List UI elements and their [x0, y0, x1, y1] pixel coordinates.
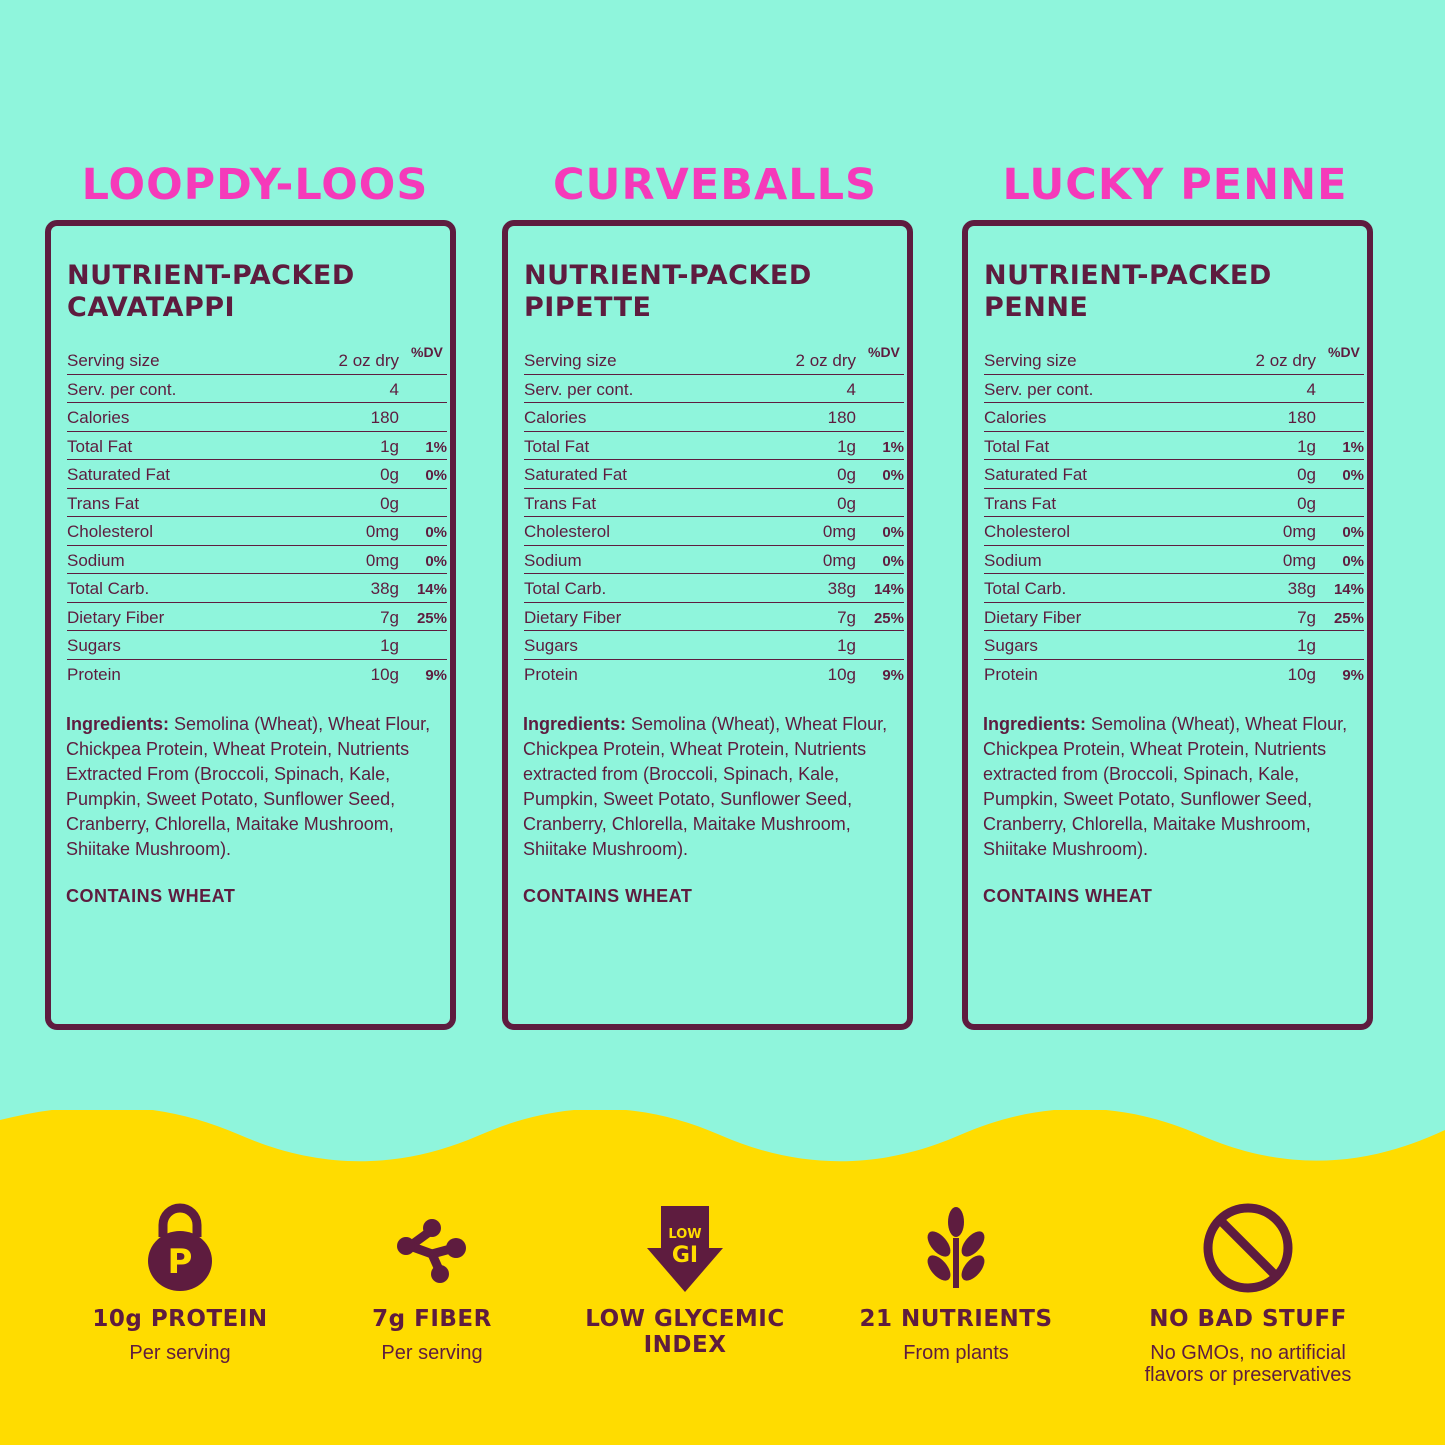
nutrient-dv: 14%: [416, 581, 447, 598]
nutrient-dv: 9%: [425, 666, 447, 684]
feature-title: NO BAD STUFF: [1149, 1306, 1347, 1332]
nutrition-row: [67, 489, 447, 518]
product-title-loopdy-loos: LOOPDY-LOOS: [81, 160, 429, 210]
nutrient-amount: 0g: [380, 493, 399, 513]
nutrient-name: Total Carb.: [984, 579, 1067, 598]
nutrient-name: Serv. per cont.: [524, 379, 634, 399]
feature-subtitle: Per serving: [381, 1342, 483, 1364]
ingredients: [523, 712, 908, 862]
allergen-statement: CONTAINS WHEAT: [523, 886, 693, 906]
nutrient-dv: 9%: [882, 666, 904, 684]
nutrient-name: Sodium: [67, 550, 125, 570]
nutrient-amount: 1g: [837, 636, 856, 655]
nutrient-name: Total Fat: [67, 436, 133, 456]
nutrient-name: Cholesterol: [67, 522, 153, 541]
nutrient-amount: 38g: [1287, 579, 1316, 598]
nutrient-name: Protein: [984, 664, 1038, 684]
ingredients-label: Ingredients:: [66, 714, 170, 734]
nutrition-row: [984, 546, 1364, 575]
nutrient-amount: 1g: [1297, 636, 1316, 655]
nutrient-amount: 2 oz dry: [1255, 351, 1316, 370]
nutrient-amount: 4: [1306, 379, 1316, 399]
dv-header: %DV: [1328, 344, 1360, 360]
nutrient-name: Trans Fat: [67, 493, 140, 513]
nutrition-row: [67, 375, 447, 404]
nutrient-name: Trans Fat: [524, 493, 597, 513]
nutrient-name: Saturated Fat: [984, 465, 1088, 484]
nutrient-amount: 0g: [380, 465, 399, 484]
nutrient-name: Protein: [67, 664, 121, 684]
nutrient-amount: 180: [370, 408, 399, 427]
ingredients-label: Ingredients:: [523, 714, 627, 734]
nutrition-row: [67, 603, 447, 632]
nutrition-row: [524, 460, 904, 489]
nutrition-row: [984, 489, 1364, 518]
nutrient-dv: 9%: [1342, 666, 1364, 684]
nutrition-row: [524, 432, 904, 461]
nutrient-amount: 0mg: [822, 522, 856, 541]
ingredients-text: Semolina (Wheat), Wheat Flour, Chickpea Protein, Wheat Protein, Nutrients Extracted From (Broccoli, Spinach, Kale, Pumpkin, Sweet Potato, Sunflower Seed, Cranberry, Chlorella, Maitake Mushroom, Shiitake Mushroom).: [66, 714, 431, 859]
nutrition-row: [984, 432, 1364, 461]
feature-title: 21 NUTRIENTS: [859, 1306, 1053, 1332]
product-title-lucky-penne: LUCKY PENNE: [1002, 160, 1348, 210]
nutrient-amount: 4: [389, 379, 399, 399]
fiber-molecule-icon: [302, 1198, 562, 1298]
nutrient-name: Dietary Fiber: [524, 607, 622, 627]
feature-subtitle: Per serving: [129, 1342, 231, 1364]
nutrition-row: [67, 631, 447, 660]
nutrition-row: [524, 375, 904, 404]
feature-subtitle: No GMOs, no artificial flavors or preservatives: [1144, 1342, 1352, 1386]
feature-subtitle: From plants: [903, 1342, 1009, 1364]
nutrition-panel-penne: [962, 220, 1373, 1030]
nutrient-amount: 0mg: [822, 550, 856, 570]
nutrient-name: Sodium: [524, 550, 582, 570]
nutrient-name: Serving size: [984, 351, 1077, 370]
nutrient-amount: 0mg: [1282, 522, 1316, 541]
nutrient-amount: 38g: [827, 579, 856, 598]
nutrient-name: Total Fat: [984, 436, 1050, 456]
nutrition-row: [984, 346, 1364, 375]
nutrition-row: [984, 403, 1364, 432]
nutrient-name: Total Carb.: [67, 579, 150, 598]
nutrient-name: Calories: [984, 408, 1047, 427]
nutrient-name: Protein: [524, 664, 578, 684]
nutrient-dv: 25%: [1333, 609, 1364, 627]
nutrient-name: Cholesterol: [984, 522, 1070, 541]
nutrient-dv: 0%: [882, 552, 904, 570]
nutrition-row: [984, 631, 1364, 660]
nutrient-dv: 14%: [1333, 581, 1364, 598]
nutrient-name: Trans Fat: [984, 493, 1057, 513]
nutrient-name: Calories: [67, 408, 130, 427]
nutrition-row: [524, 489, 904, 518]
nutrient-name: Dietary Fiber: [984, 607, 1082, 627]
kettlebell-letter: P: [167, 1242, 193, 1282]
nutrient-amount: 2 oz dry: [338, 351, 399, 370]
dv-header: %DV: [868, 344, 900, 360]
nutrition-row: [984, 574, 1364, 603]
nutrient-dv: 0%: [1342, 524, 1364, 541]
feature-title: LOW GLYCEMIC INDEX: [585, 1306, 785, 1358]
nutrition-row: [984, 517, 1364, 546]
nutrient-amount: 0g: [1297, 465, 1316, 484]
allergen-statement: CONTAINS WHEAT: [66, 886, 236, 906]
nutrient-dv: 0%: [425, 552, 447, 570]
nutrient-dv: 0%: [882, 467, 904, 484]
nutrient-amount: 0g: [837, 465, 856, 484]
nutrition-row: [67, 346, 447, 375]
nutrient-amount: 1g: [380, 636, 399, 655]
nutrient-name: Serving size: [67, 351, 160, 370]
kettlebell-icon: [50, 1198, 310, 1298]
nutrition-row: [524, 346, 904, 375]
nutrient-amount: 7g: [380, 607, 399, 627]
nutrient-name: Serving size: [524, 351, 617, 370]
nutrient-amount: 0mg: [1282, 550, 1316, 570]
nutrient-dv: 14%: [873, 581, 904, 598]
nutrient-amount: 4: [846, 379, 856, 399]
nutrition-row: [524, 631, 904, 660]
nutrition-row: [984, 460, 1364, 489]
nutrition-rows: [984, 346, 1364, 687]
nutrient-dv: 25%: [416, 609, 447, 627]
nutrition-row: [524, 517, 904, 546]
nutrient-name: Total Carb.: [524, 579, 607, 598]
nutrient-name: Saturated Fat: [524, 465, 628, 484]
nutrient-dv: 1%: [882, 438, 904, 456]
nutrient-name: Sugars: [67, 636, 121, 655]
nutrient-name: Calories: [524, 408, 587, 427]
nutrient-dv: 0%: [1342, 467, 1364, 484]
low-gi-text-top: LOW: [668, 1227, 702, 1242]
nutrient-name: Serv. per cont.: [67, 379, 177, 399]
nutrition-row: [524, 660, 904, 688]
feature-title: 10g PROTEIN: [92, 1306, 268, 1332]
nutrient-name: Sodium: [984, 550, 1042, 570]
nutrition-panel-cavatappi: [45, 220, 456, 1030]
nutrient-dv: 0%: [882, 524, 904, 541]
ingredients: [983, 712, 1368, 862]
ingredients-text: Semolina (Wheat), Wheat Flour, Chickpea Protein, Wheat Protein, Nutrients extracted from (Broccoli, Spinach, Kale, Pumpkin, Sweet Potato, Sunflower Seed, Cranberry, Chlorella, Maitake Mushroom, Shiitake Mushroom).: [523, 714, 888, 859]
feature-protein: [50, 1198, 310, 1364]
nutrient-amount: 2 oz dry: [795, 351, 856, 370]
feature-fiber: [302, 1198, 562, 1364]
nutrient-amount: 0mg: [365, 522, 399, 541]
nutrition-rows: [524, 346, 904, 687]
nutrient-dv: 0%: [1342, 552, 1364, 570]
low-gi-arrow-icon: [555, 1198, 815, 1298]
nutrition-row: [67, 546, 447, 575]
nutrient-dv: 0%: [425, 467, 447, 484]
nutrition-row: [524, 403, 904, 432]
nutrient-name: Serv. per cont.: [984, 379, 1094, 399]
nutrient-amount: 1g: [380, 436, 399, 456]
nutrition-row: [67, 432, 447, 461]
nutrient-amount: 38g: [370, 579, 399, 598]
nutrient-amount: 10g: [370, 664, 399, 684]
nutrient-amount: 0g: [837, 493, 856, 513]
nutrition-row: [67, 574, 447, 603]
feature-nutrients: [826, 1198, 1086, 1364]
nutrition-row: [67, 660, 447, 688]
nutrient-name: Total Fat: [524, 436, 590, 456]
panel-title: NUTRIENT-PACKED CAVATAPPI: [67, 260, 355, 323]
nutrition-row: [524, 574, 904, 603]
nutrient-dv: 0%: [425, 524, 447, 541]
nutrition-row: [67, 403, 447, 432]
nutrition-row: [67, 517, 447, 546]
nutrient-name: Dietary Fiber: [67, 607, 165, 627]
ingredients: [66, 712, 451, 862]
product-title-curveballs: CURVEBALLS: [552, 160, 878, 210]
nutrition-row: [984, 375, 1364, 404]
panel-title: NUTRIENT-PACKED PIPETTE: [524, 260, 812, 323]
nutrient-amount: 1g: [1297, 436, 1316, 456]
nutrient-amount: 10g: [1287, 664, 1316, 684]
dv-header: %DV: [411, 344, 443, 360]
nutrient-name: Cholesterol: [524, 522, 610, 541]
nutrient-amount: 7g: [837, 607, 856, 627]
nutrient-amount: 1g: [837, 436, 856, 456]
nutrition-rows: [67, 346, 447, 687]
nutrient-name: Sugars: [984, 636, 1038, 655]
wheat-icon: [826, 1198, 1086, 1298]
nutrient-dv: 25%: [873, 609, 904, 627]
nutrition-row: [67, 460, 447, 489]
nutrient-amount: 10g: [827, 664, 856, 684]
low-gi-text-bottom: GI: [671, 1243, 699, 1268]
nutrient-amount: 180: [1287, 408, 1316, 427]
feature-title: 7g FIBER: [372, 1306, 492, 1332]
nutrient-dv: 1%: [425, 438, 447, 456]
nutrition-row: [524, 546, 904, 575]
nutrient-amount: 0g: [1297, 493, 1316, 513]
feature-no-bad-stuff: [1118, 1198, 1378, 1386]
nutrition-row: [524, 603, 904, 632]
feature-low-gi: [555, 1198, 815, 1358]
allergen-statement: CONTAINS WHEAT: [983, 886, 1153, 906]
nutrition-row: [984, 603, 1364, 632]
nutrition-panel-pipette: [502, 220, 913, 1030]
no-sign-icon: [1118, 1198, 1378, 1298]
nutrient-dv: 1%: [1342, 438, 1364, 456]
nutrient-name: Saturated Fat: [67, 465, 171, 484]
ingredients-text: Semolina (Wheat), Wheat Flour, Chickpea Protein, Wheat Protein, Nutrients extracted from (Broccoli, Spinach, Kale, Pumpkin, Sweet Potato, Sunflower Seed, Cranberry, Chlorella, Maitake Mushroom, Shiitake Mushroom).: [983, 714, 1348, 859]
nutrition-row: [984, 660, 1364, 688]
nutrient-amount: 0mg: [365, 550, 399, 570]
nutrient-amount: 180: [827, 408, 856, 427]
ingredients-label: Ingredients:: [983, 714, 1087, 734]
nutrient-name: Sugars: [524, 636, 578, 655]
panel-title: NUTRIENT-PACKED PENNE: [984, 260, 1272, 323]
nutrient-amount: 7g: [1297, 607, 1316, 627]
